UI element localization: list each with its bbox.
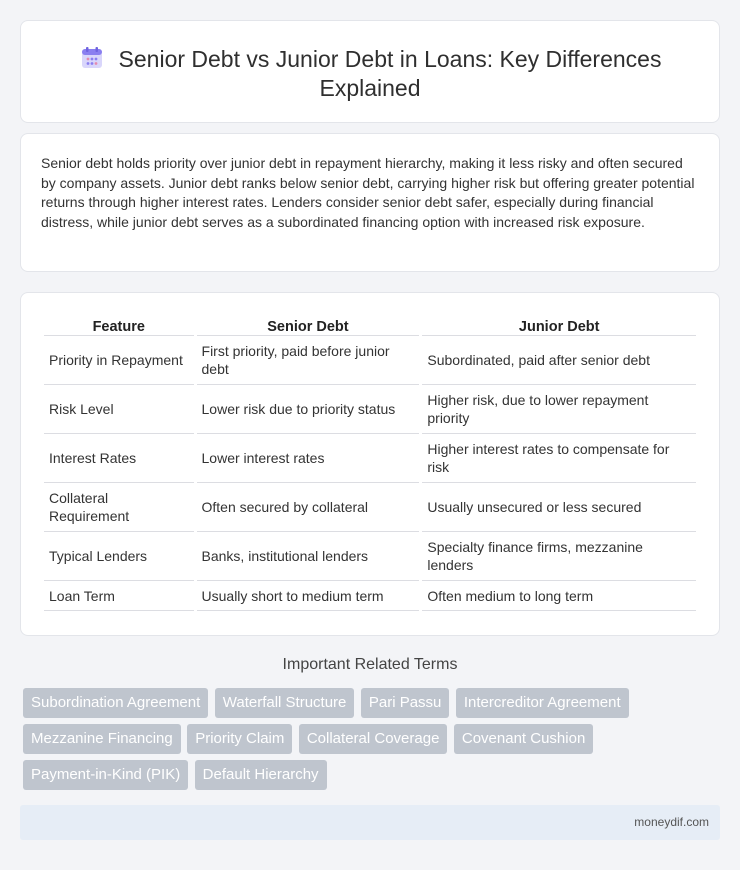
cell-junior: Higher interest rates to compensate for risk <box>422 434 696 483</box>
cell-senior: Banks, institutional lenders <box>197 532 420 581</box>
cell-senior: Often secured by collateral <box>197 483 420 532</box>
table-row <box>44 434 696 483</box>
cell-junior: Higher risk, due to lower repayment priority <box>422 385 696 434</box>
related-term-tag[interactable]: Covenant Cushion <box>454 724 593 754</box>
cell-senior: Usually short to medium term <box>197 581 420 611</box>
table-row <box>44 581 696 611</box>
comparison-card <box>20 292 720 636</box>
title-wrap <box>21 45 719 103</box>
related-term-tag[interactable]: Priority Claim <box>187 724 292 754</box>
cell-junior: Subordinated, paid after senior debt <box>422 336 696 385</box>
cell-feature: Interest Rates <box>44 434 194 483</box>
table-header-row <box>44 313 696 336</box>
cell-feature: Typical Lenders <box>44 532 194 581</box>
intro-paragraph: Senior debt holds priority over junior debt in repayment hierarchy, making it less risky and often secured by company assets. Junior debt ranks below senior debt, carrying higher risk but offering greater potential returns through higher interest rates. Lenders consider senior debt safer, especially during financial distress, while junior debt serves as a subordinated financing option with increased risk exposure. <box>41 155 695 230</box>
cell-junior: Often medium to long term <box>422 581 696 611</box>
related-term-tag[interactable]: Subordination Agreement <box>23 688 208 718</box>
cell-feature: Risk Level <box>44 385 194 434</box>
site-name[interactable]: moneydif.com <box>634 815 709 829</box>
cell-senior: Lower risk due to priority status <box>197 385 420 434</box>
intro-card <box>20 133 720 272</box>
related-term-tag[interactable]: Collateral Coverage <box>299 724 448 754</box>
related-terms-heading: Important Related Terms <box>282 656 458 673</box>
cell-senior: First priority, paid before junior debt <box>197 336 420 385</box>
page-title: Senior Debt vs Junior Debt in Loans: Key Differences Explained <box>118 46 662 101</box>
related-term-tag[interactable]: Waterfall Structure <box>215 688 355 718</box>
related-terms-list <box>23 688 723 796</box>
table-row <box>44 385 696 434</box>
calendar-doc-icon <box>79 45 105 71</box>
related-term-tag[interactable]: Intercreditor Agreement <box>456 688 629 718</box>
comparison-table <box>41 313 699 611</box>
related-term-tag[interactable]: Mezzanine Financing <box>23 724 181 754</box>
header-junior-debt: Junior Debt <box>422 313 696 336</box>
cell-junior: Specialty finance firms, mezzanine lenders <box>422 532 696 581</box>
header-senior-debt: Senior Debt <box>197 313 420 336</box>
cell-feature: Loan Term <box>44 581 194 611</box>
title-card <box>20 20 720 123</box>
cell-junior: Usually unsecured or less secured <box>422 483 696 532</box>
related-term-tag[interactable]: Payment-in-Kind (PIK) <box>23 760 188 790</box>
table-row <box>44 532 696 581</box>
cell-feature: Priority in Repayment <box>44 336 194 385</box>
related-term-tag[interactable]: Default Hierarchy <box>195 760 327 790</box>
header-feature: Feature <box>44 313 194 336</box>
footer <box>20 805 720 840</box>
cell-senior: Lower interest rates <box>197 434 420 483</box>
table-row <box>44 483 696 532</box>
table-row <box>44 336 696 385</box>
related-term-tag[interactable]: Pari Passu <box>361 688 450 718</box>
cell-feature: Collateral Requirement <box>44 483 194 532</box>
